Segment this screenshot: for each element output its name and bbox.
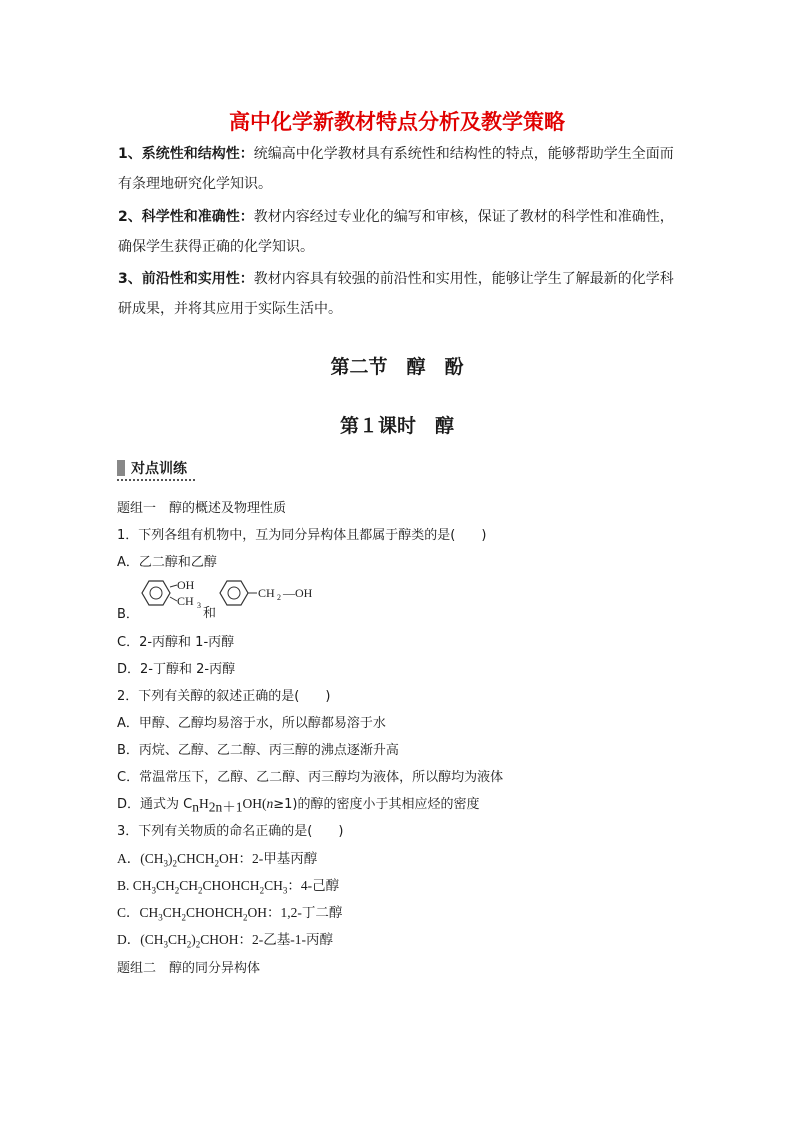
formula-sub: n <box>192 799 199 815</box>
formula-sub: 2 <box>174 885 180 896</box>
intro-heading: 1、系统性和结构性： <box>118 146 254 162</box>
q3-option-a <box>117 847 317 869</box>
intro-text: 有条理地研究化学知识。 <box>118 176 272 192</box>
formula-sub: 3 <box>163 858 168 869</box>
question-2-stem: 2．下列有关醇的叙述正确的是( ) <box>117 689 331 704</box>
formula-sub: 2 <box>186 939 192 950</box>
group-heading-2: 题组二 醇的同分异构体 <box>117 961 261 976</box>
section-divider <box>117 479 197 481</box>
formula-part: CH <box>264 878 283 893</box>
bond-oh <box>170 585 177 587</box>
formula-sub: 2 <box>259 885 265 896</box>
formula-sub: 2 <box>214 858 220 869</box>
benzene-ring-2 <box>220 581 248 605</box>
benzene-inner-1 <box>150 587 162 599</box>
q1-option-b <box>117 577 337 621</box>
formula-part: A．(CH <box>117 851 164 866</box>
section-marker-icon <box>117 460 125 476</box>
formula-part: CHOHCH <box>202 878 260 893</box>
q3-option-c <box>117 901 342 923</box>
formula-sub: 3 <box>282 885 288 896</box>
formula-part: ≥1)的醇的密度小于其相应烃的密度 <box>273 797 480 812</box>
formula-part: OH( <box>242 796 267 811</box>
q2-option-a: A．甲醇、乙醇均易溶于水，所以醇都易溶于水 <box>117 716 386 731</box>
formula-sub: 3 <box>151 885 157 896</box>
practice-label-text: 对点训练 <box>131 461 187 477</box>
formula-part: ) <box>191 932 196 947</box>
lesson-title: 第１课时 醇 <box>339 415 454 437</box>
intro-text: 研成果，并将其应用于实际生活中。 <box>118 301 342 317</box>
formula-part: D．(CH <box>117 932 164 947</box>
formula-part: C．CH <box>117 905 159 920</box>
oh-label: OH <box>177 578 195 592</box>
ch3-label: CH <box>177 594 194 608</box>
bond-ch3 <box>170 597 177 601</box>
formula-sub: 2 <box>243 912 248 923</box>
intro-text: 教材内容具有较强的前沿性和实用性，能够让学生了解最新的化学科 <box>253 271 674 287</box>
formula-part: B. CH <box>117 878 152 893</box>
benzene-inner-2 <box>228 587 240 599</box>
q3-option-d <box>117 928 333 950</box>
group-heading: 题组一 醇的概述及物理性质 <box>117 501 287 516</box>
formula-part: ) <box>168 851 173 866</box>
formula-part: OH：1,2-丁二醇 <box>247 905 343 920</box>
formula-part: H <box>198 796 209 811</box>
formula-sub: 2 <box>195 939 201 950</box>
question-1-stem: 1．下列各组有机物中，互为同分异构体且都属于醇类的是( ) <box>117 528 487 543</box>
benzene-structures-icon <box>135 577 345 621</box>
q1-option-c: C．2-丙醇和 1-丙醇 <box>117 635 235 650</box>
q2-option-d <box>117 793 479 816</box>
formula-part: D．通式为 C <box>117 797 193 812</box>
formula-part: CHOH：2-乙基-1-丙醇 <box>200 932 334 947</box>
q1-option-a: A．乙二醇和乙醇 <box>117 555 217 570</box>
formula-part: ：4-己醇 <box>287 878 340 893</box>
formula-part: CH <box>179 878 199 893</box>
intro-item-1 <box>118 139 684 199</box>
formula-part: CH <box>168 932 187 947</box>
intro-heading: 3、前沿性和实用性： <box>118 271 254 287</box>
ch3-sub: 3 <box>197 601 201 610</box>
q1-option-d: D．2-丁醇和 2-丙醇 <box>117 662 236 677</box>
page-title: 高中化学新教材特点分析及教学策略 <box>229 110 565 134</box>
formula-part: OH：2-甲基丙醇 <box>219 851 318 866</box>
option-b-prefix: B． <box>117 607 139 622</box>
formula-sub: 3 <box>158 912 163 923</box>
intro-item-2 <box>118 202 684 262</box>
formula-part: CH <box>162 905 182 920</box>
formula-sub: 3 <box>163 939 168 950</box>
question-3-stem: 3．下列有关物质的命名正确的是( ) <box>117 824 344 839</box>
intro-text: 统编高中化学教材具有系统性和结构性的特点，能够帮助学生全面而 <box>253 146 674 162</box>
q2-option-b: B．丙烷、乙醇、乙二醇、丙三醇的沸点逐渐升高 <box>117 743 399 758</box>
formula-part: CH <box>156 878 175 893</box>
formula-var: n <box>266 796 274 811</box>
intro-text: 确保学生获得正确的化学知识。 <box>118 239 314 255</box>
q3-option-b <box>117 874 339 896</box>
formula-part: CHOHCH <box>186 905 244 920</box>
formula-sub: 2 <box>172 858 177 869</box>
ch2-label: CH <box>258 586 275 600</box>
benzene-ring-1 <box>142 581 170 605</box>
oh2-label: —OH <box>283 586 313 600</box>
intro-item-3 <box>118 264 684 324</box>
intro-text: 教材内容经过专业化的编写和审核，保证了教材的科学性和准确性， <box>253 209 674 225</box>
formula-sub: 2 <box>198 885 203 896</box>
formula-part: CHCH <box>177 851 215 866</box>
intro-heading: 2、科学性和准确性： <box>118 209 254 225</box>
ch2-sub: 2 <box>277 593 281 602</box>
section-title: 第二节 醇 酚 <box>330 356 464 378</box>
q2-option-c: C．常温常压下，乙醇、乙二醇、丙三醇均为液体，所以醇均为液体 <box>117 770 504 785</box>
formula-sub: 2 <box>181 912 187 923</box>
formula-sub: 2n＋1 <box>208 799 243 815</box>
and-label: 和 <box>203 606 217 621</box>
practice-section-label <box>117 458 187 478</box>
